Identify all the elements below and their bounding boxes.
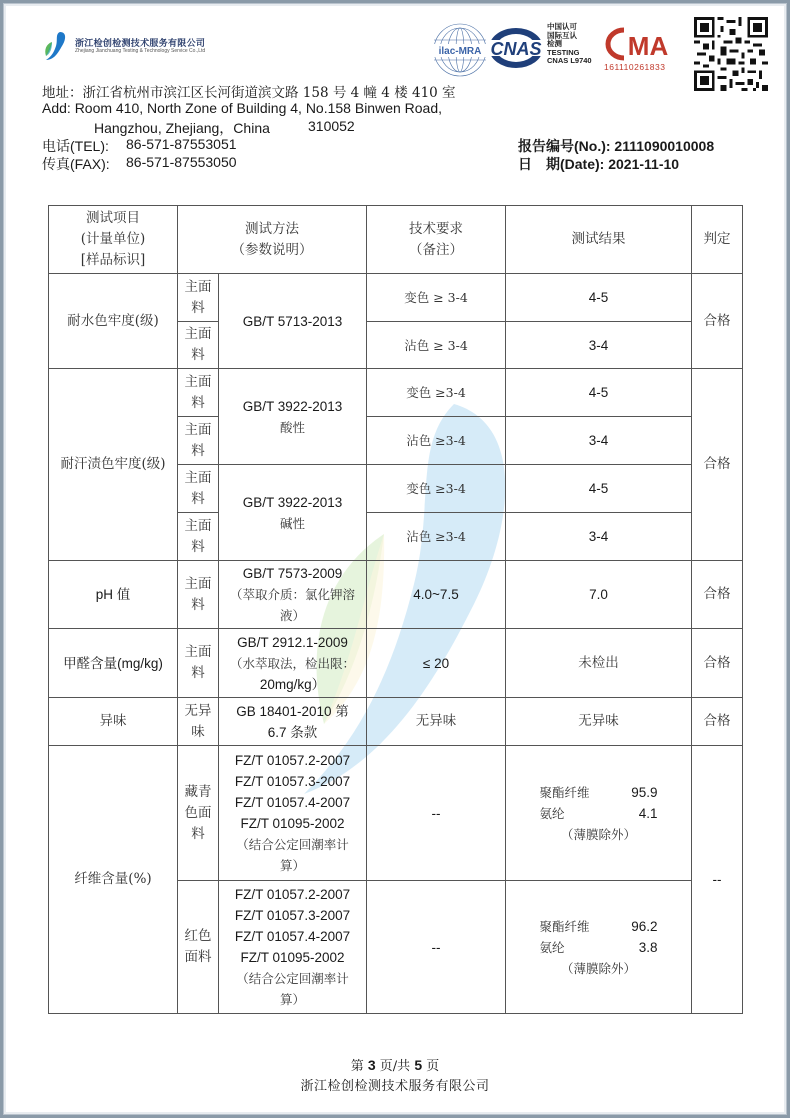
- svg-text:ilac-MRA: ilac-MRA: [438, 46, 482, 57]
- result-cell: 3-4: [506, 417, 692, 465]
- requirement-cell: 变色 ≥3-4: [367, 369, 506, 417]
- report-date: 日 期(Date): 2021-11-10: [518, 156, 680, 172]
- qr-code-icon[interactable]: [694, 17, 768, 91]
- postal-code: 310052: [308, 118, 355, 134]
- result-cell: 4-5: [506, 369, 692, 417]
- sample-label: 红色 面料: [178, 881, 219, 1014]
- svg-text:CNAS: CNAS: [490, 39, 542, 59]
- method-cell: GB 18401-2010 第 6.7 条款: [219, 698, 367, 746]
- result-cell: [506, 881, 692, 1014]
- cnas-accreditation-text: 中国认可 国际互认 检测 TESTING CNAS L9740: [547, 22, 592, 65]
- fiber-composition: 聚酯纤维 95.9 氨纶 4.1 （薄膜除外）: [539, 784, 658, 842]
- sample-label: 主面 料: [178, 274, 219, 322]
- item-perspiration-fastness: 耐汗渍色牢度(级): [49, 369, 178, 561]
- fiber-composition: 聚酯纤维 96.2 氨纶 3.8 （薄膜除外）: [539, 918, 658, 976]
- verdict-cell: 合格: [692, 369, 743, 561]
- table-header-row: [49, 206, 743, 274]
- header-method: 测试方法 （参数说明）: [178, 206, 367, 274]
- method-cell: FZ/T 01057.2-2007 FZ/T 01057.3-2007 FZ/T 01057.4-2007 FZ/T 01095-2002 （结合公定回潮率计 算）: [219, 881, 367, 1014]
- page-number: 第 3 页/共 5 页: [350, 1057, 440, 1074]
- verdict-cell: --: [692, 746, 743, 1014]
- svg-text:MA: MA: [627, 31, 669, 61]
- result-cell: [506, 746, 692, 881]
- method-cell: GB/T 5713-2013: [219, 274, 367, 369]
- sample-label: 主面 料: [178, 322, 219, 369]
- requirement-cell: 沾色 ≥ 3-4: [367, 322, 506, 369]
- result-cell: 4-5: [506, 465, 692, 513]
- requirement-cell: 无异味: [367, 698, 506, 746]
- result-cell: 无异味: [506, 698, 692, 746]
- result-cell: 未检出: [506, 629, 692, 698]
- table-row: [49, 561, 743, 629]
- item-fiber-content: 纤维含量(%): [49, 746, 178, 1014]
- requirement-cell: --: [367, 746, 506, 881]
- result-cell: 4-5: [506, 274, 692, 322]
- item-odor: 异味: [49, 698, 178, 746]
- cma-logo-icon: [604, 26, 676, 62]
- report-number: 报告编号(No.): 2111090010008: [518, 138, 715, 154]
- test-results-table: [48, 205, 743, 1014]
- header-item: 测试项目 (计量单位) [样品标识]: [49, 206, 178, 274]
- sample-label: 主面 料: [178, 629, 219, 698]
- verdict-cell: 合格: [692, 561, 743, 629]
- verdict-cell: 合格: [692, 274, 743, 369]
- table-row: [49, 629, 743, 698]
- company-logo-icon: [40, 30, 72, 62]
- header-verdict: 判定: [692, 206, 743, 274]
- requirement-cell: ≤ 20: [367, 629, 506, 698]
- requirement-cell: 变色 ≥3-4: [367, 465, 506, 513]
- verdict-cell: 合格: [692, 698, 743, 746]
- cnas-logo-icon: [487, 26, 545, 70]
- method-cell: GB/T 7573-2009 （萃取介质：氯化钾溶 液）: [219, 561, 367, 629]
- sample-label: 主面 料: [178, 561, 219, 629]
- header-requirement: 技术要求 （备注）: [367, 206, 506, 274]
- sample-label: 藏青 色面 料: [178, 746, 219, 881]
- address-en-line1: Add: Room 410, North Zone of Building 4, No.158 Binwen Road,: [42, 100, 443, 116]
- method-cell: GB/T 3922-2013 碱性: [219, 465, 367, 561]
- address-en-line2: Hangzhou, Zhejiang，China: [94, 120, 270, 136]
- table-row: [49, 274, 743, 322]
- table-row: [49, 746, 743, 881]
- sample-label: 主面 料: [178, 465, 219, 513]
- item-water-fastness: 耐水色牢度(级): [49, 274, 178, 369]
- fax-value: 86-571-87553050: [126, 154, 237, 170]
- method-cell: GB/T 3922-2013 酸性: [219, 369, 367, 465]
- method-cell: FZ/T 01057.2-2007 FZ/T 01057.3-2007 FZ/T 01057.4-2007 FZ/T 01095-2002 （结合公定回潮率计 算）: [219, 746, 367, 881]
- table-row: [49, 698, 743, 746]
- requirement-cell: --: [367, 881, 506, 1014]
- sample-label: 主面 料: [178, 369, 219, 417]
- sample-label: 主面 料: [178, 513, 219, 561]
- footer-company-name: 浙江检创检测技术服务有限公司: [300, 1079, 490, 1094]
- requirement-cell: 沾色 ≥3-4: [367, 513, 506, 561]
- sample-label: 无异 味: [178, 698, 219, 746]
- sample-label: 主面 料: [178, 417, 219, 465]
- requirement-cell: 沾色 ≥3-4: [367, 417, 506, 465]
- address-cn: 地址：浙江省杭州市滨江区长河街道滨文路 158 号 4 幢 4 楼 410 室: [42, 85, 456, 101]
- result-cell: 3-4: [506, 322, 692, 369]
- table-row: [49, 369, 743, 417]
- item-formaldehyde: 甲醛含量(mg/kg): [49, 629, 178, 698]
- cma-number: 161110261833: [604, 62, 666, 72]
- method-cell: GB/T 2912.1-2009 （水萃取法，检出限： 20mg/kg）: [219, 629, 367, 698]
- requirement-cell: 变色 ≥ 3-4: [367, 274, 506, 322]
- ilac-mra-logo-icon: [432, 22, 488, 78]
- item-ph: pH 值: [49, 561, 178, 629]
- company-name-cn: 浙江检创检测技术服务有限公司: [75, 38, 206, 48]
- requirement-cell: 4.0~7.5: [367, 561, 506, 629]
- tel-value: 86-571-87553051: [126, 136, 237, 152]
- tel-label: 电话(TEL):: [42, 138, 109, 154]
- result-cell: 3-4: [506, 513, 692, 561]
- header-result: 测试结果: [506, 206, 692, 274]
- verdict-cell: 合格: [692, 629, 743, 698]
- result-cell: 7.0: [506, 561, 692, 629]
- fax-label: 传真(FAX):: [42, 156, 110, 172]
- company-name-en: Zhejiang Jianchuang Testing & Technology Service Co.,Ltd: [75, 48, 206, 54]
